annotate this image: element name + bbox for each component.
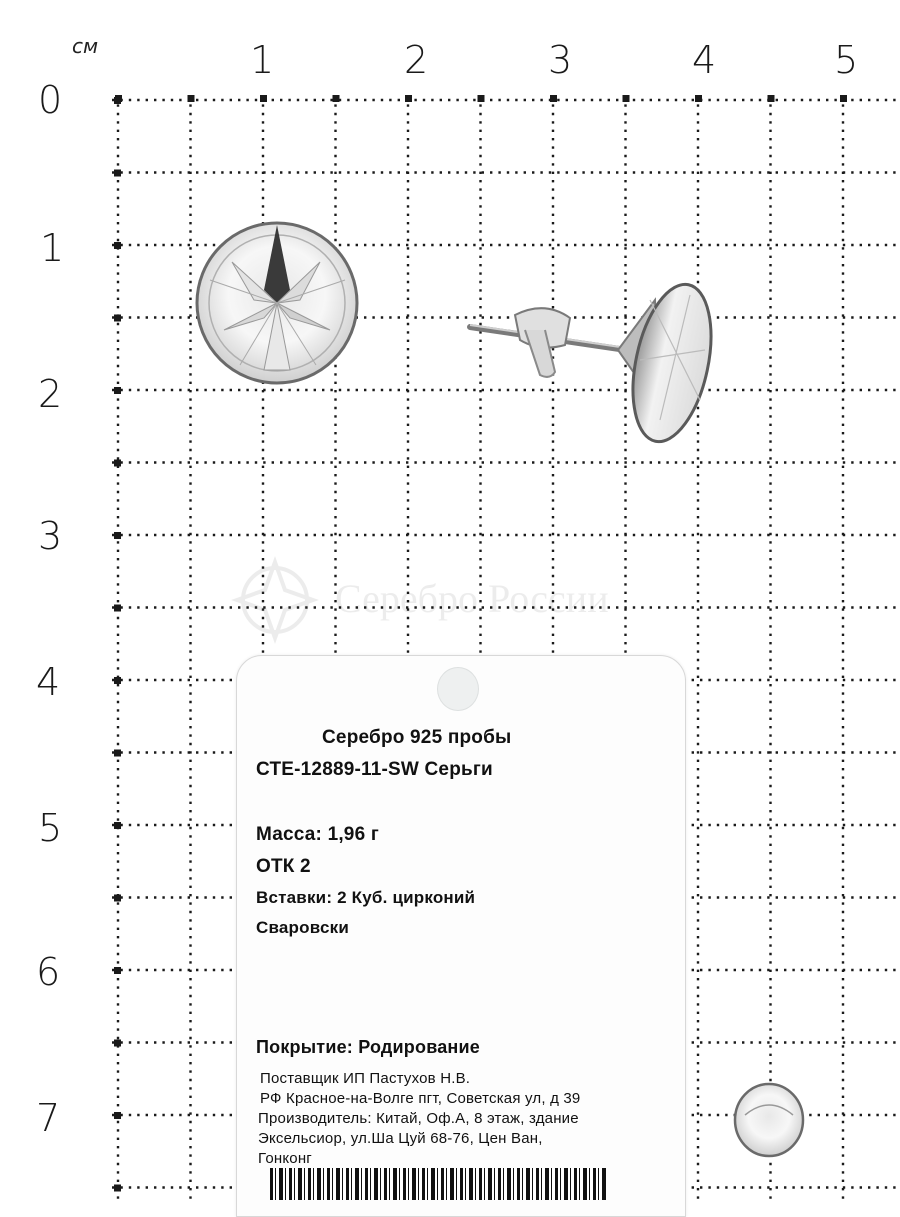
tag-supplier: Поставщик ИП Пастухов Н.В. [260,1070,471,1087]
grid-row-marker [114,532,121,539]
grid-row-marker [114,387,121,394]
tag-address: РФ Красное-на-Волге пгт, Советская ул, д 39 [260,1090,581,1107]
tag-otk: ОТК 2 [256,856,311,877]
grid-column-marker [768,95,775,102]
grid-row-marker [114,895,121,902]
tag-manufacturer-city: Гонконг [258,1150,312,1167]
earring-side-view [470,277,724,448]
grid-row-marker [114,1112,121,1119]
grid-column-marker [405,95,412,102]
grid-row-marker [114,822,121,829]
grid-row-marker [114,967,121,974]
tag-hole [437,667,479,711]
tag-coating: Покрытие: Родирование [256,1037,480,1057]
grid-row-marker [114,170,121,177]
y-tick-label: 2 [38,372,63,416]
earring-front-view [197,223,357,383]
grid-column-marker [623,95,630,102]
grid-row-marker [114,242,121,249]
watermark-text: Серебро России [335,576,609,621]
grid-column-marker [115,95,122,102]
y-tick-label: 3 [38,514,63,558]
grid-row-marker [114,677,121,684]
x-tick-label: 5 [834,38,859,82]
grid-column-marker [840,95,847,102]
y-tick-label: 7 [36,1096,61,1140]
third-crystal [735,1084,803,1156]
grid-column-marker [188,95,195,102]
tag-manufacturer: Производитель: Китай, Оф.А, 8 этаж, здание [258,1110,579,1127]
y-tick-label: 6 [36,950,61,994]
tag-manufacturer-address: Эксельсиор, ул.Ша Цуй 68-76, Цен Ван, [258,1130,543,1147]
grid-column-marker [478,95,485,102]
tag-inserts: Вставки: 2 Куб. цирконий [256,888,476,907]
grid-column-marker [260,95,267,102]
grid-row-marker [114,315,121,322]
unit-label: см [72,34,99,58]
grid-column-marker [695,95,702,102]
grid-column-marker [550,95,557,102]
tag-mass: Масса: 1,96 г [256,824,379,845]
y-tick-label: 0 [38,78,63,122]
x-tick-label: 4 [692,38,717,82]
tag-metal-line: Серебро 925 пробы [322,727,512,748]
grid-row-marker [114,1185,121,1192]
x-tick-label: 2 [404,38,429,82]
y-tick-label: 5 [38,806,63,850]
barcode [270,1168,606,1200]
y-tick-label: 1 [40,226,65,270]
grid-row-marker [114,750,121,757]
tag-inserts-brand: Сваровски [256,918,349,937]
tag-article-line: СТЕ-12889-11-SW Серьги [256,759,493,780]
x-tick-label: 3 [548,38,573,82]
grid-row-marker [114,605,121,612]
watermark-logo [237,562,313,638]
grid-row-marker [114,1040,121,1047]
x-tick-label: 1 [250,38,275,82]
y-tick-label: 4 [36,660,61,704]
grid-column-marker [333,95,340,102]
grid-row-marker [114,460,121,467]
